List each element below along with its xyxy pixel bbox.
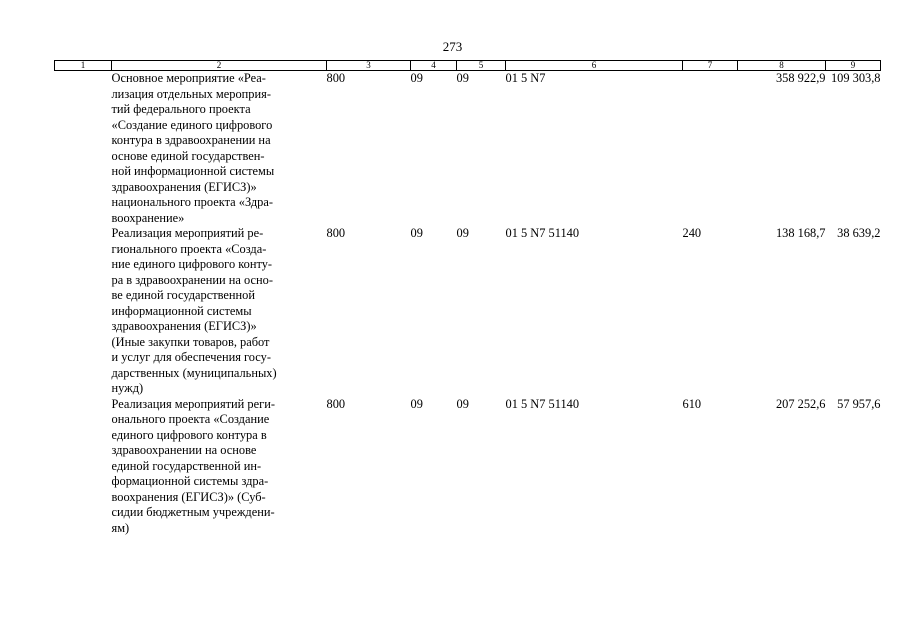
cell-subsection-code: 09 (456, 71, 469, 85)
cell-amount-8: 207 252,6 (775, 396, 826, 411)
cell-section-code: 09 (410, 396, 423, 411)
column-header-4: 4 (411, 61, 457, 71)
cell-target-code: 01 5 N7 (505, 71, 546, 85)
table-row (55, 226, 881, 397)
column-header-3: 3 (327, 61, 411, 71)
column-header-8: 8 (738, 61, 826, 71)
cell-ministry-code: 800 (326, 226, 346, 240)
cell-amount-9: 109 303,8 (830, 71, 881, 85)
cell-amount-8: 358 922,9 (775, 71, 826, 85)
cell-ministry-code: 800 (326, 71, 346, 85)
cell-col1 (55, 226, 112, 397)
row-description: Основное мероприятие «Реа- лизация отдельных мероприя- тий федерального проекта «Создание единого цифрового контура в здравоохранении на основе единой государствен- ной информационной системы здравоохранения (ЕГИСЗ)» национального проекта «Здра- воохранение» (111, 71, 275, 225)
cell-description (112, 397, 327, 537)
cell-target-code: 01 5 N7 51140 (505, 226, 580, 240)
cell-subsection-code: 09 (456, 396, 469, 411)
cell-amount-8: 138 168,7 (775, 226, 826, 240)
cell-amount-9: 38 639,2 (837, 226, 881, 240)
column-header-5: 5 (457, 61, 506, 71)
budget-table (54, 60, 881, 536)
table-row (55, 397, 881, 537)
cell-expense-type: 240 (682, 226, 702, 240)
cell-description (112, 226, 327, 397)
column-header-6: 6 (506, 61, 683, 71)
cell-amount-9: 57 957,6 (837, 396, 881, 411)
column-header-9: 9 (826, 61, 881, 71)
cell-expense-type: 610 (682, 396, 702, 411)
page-number: 273 (442, 39, 463, 54)
cell-ministry-code: 800 (326, 396, 346, 411)
cell-expense-type (683, 71, 738, 227)
table-row (55, 71, 881, 227)
row-description: Реализация мероприятий реги- онального проекта «Создание единого цифрового контура в здравоохранении на основе единой государственной ин- формационной системы здра- воохранения (ЕГИСЗ)» (Суб- сидии бюджетным учреждени- ям) (111, 396, 275, 535)
row-description: Реализация мероприятий ре- гионального проекта «Созда- ние единого цифрового конту- ра в здравоохранении на осно- ве единой государственной информационной системы здравоохранения (ЕГИСЗ)» (Иные закупки товаров, работ и услуг для обеспечения госу- дарственных (муниципальных) нужд) (111, 226, 277, 395)
column-header-2: 2 (112, 61, 327, 71)
column-header-1: 1 (55, 61, 112, 71)
cell-target-code: 01 5 N7 51140 (505, 396, 580, 411)
cell-col1 (55, 397, 112, 537)
cell-subsection-code: 09 (456, 226, 469, 240)
column-header-7: 7 (683, 61, 738, 71)
cell-description (112, 71, 327, 227)
cell-section-code: 09 (410, 71, 423, 85)
cell-section-code: 09 (410, 226, 423, 240)
cell-col1 (55, 71, 112, 227)
column-number-row (55, 61, 881, 71)
